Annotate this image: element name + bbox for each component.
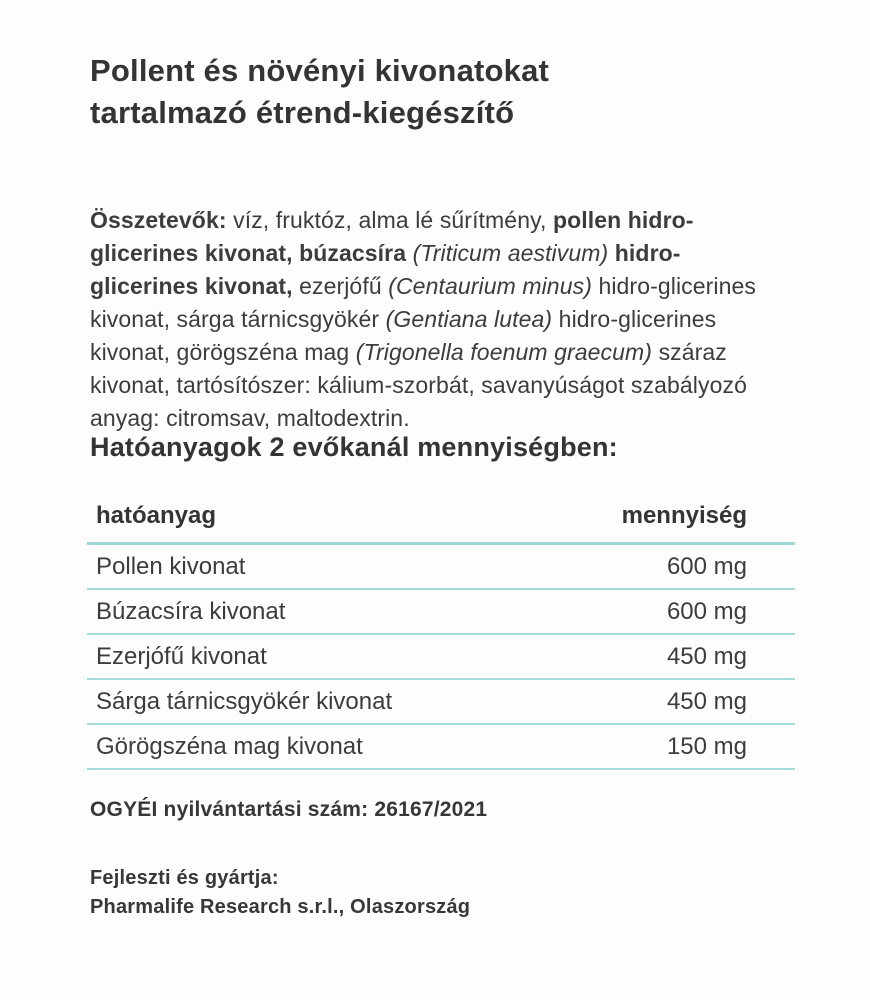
actives-table xyxy=(87,503,795,770)
ingredient-name: Görögszéna mag kivonat xyxy=(96,732,363,760)
manufacturer-label: Fejleszti és gyártja: xyxy=(90,867,279,889)
table-header-row xyxy=(87,503,795,545)
ingredient-name: Pollen kivonat xyxy=(96,552,246,580)
ingredients-segment: pollen hidro-glicerines kivonat, búzacsíra xyxy=(90,207,694,266)
ingredients-label: Összetevők: xyxy=(90,207,234,233)
ingredient-name: Ezerjófű kivonat xyxy=(96,642,267,670)
ingredient-name: Sárga tárnicsgyökér kivonat xyxy=(96,687,393,715)
registration-number: OGYÉI nyilvántartási szám: 26167/2021 xyxy=(90,798,488,821)
column-header-amount: mennyiség xyxy=(621,502,747,529)
ingredients-segment: víz, fruktóz, alma lé sűrítmény, xyxy=(233,207,553,233)
actives-heading: Hatóanyagok 2 evőkanál mennyiségben: xyxy=(90,432,618,462)
table-row xyxy=(87,545,795,590)
ingredient-amount: 600 mg xyxy=(666,597,747,625)
ingredient-amount: 450 mg xyxy=(666,642,747,670)
table-row xyxy=(87,635,795,680)
table-row xyxy=(87,590,795,635)
manufacturer-name: Pharmalife Research s.r.l., Olaszország xyxy=(90,896,471,918)
ingredients-paragraph xyxy=(90,204,782,435)
ingredients-segment: száraz kivonat, tartósítószer: kálium-szorbát, savanyúságot szabályozó anyag: citromsav, maltodextrin. xyxy=(90,339,747,431)
latin-name: (Trigonella foenum graecum) xyxy=(355,339,653,365)
latin-name: (Triticum aestivum) xyxy=(412,240,615,266)
table-row xyxy=(87,680,795,725)
ingredients-segment: ezerjófű xyxy=(292,273,389,299)
column-header-ingredient: hatóanyag xyxy=(96,502,217,529)
ingredients-segment: hidro-glicerines kivonat, sárga tárnicsgyökér xyxy=(90,273,757,332)
product-title: Pollent és növényi kivonatokat tartalmazó étrend-kiegészítő xyxy=(90,53,550,130)
ingredient-amount: 150 mg xyxy=(666,732,747,760)
table-row xyxy=(87,725,795,770)
ingredients-segment: hidro-glicerines kivonat, görögszéna mag xyxy=(90,306,717,365)
ingredient-amount: 600 mg xyxy=(666,552,747,580)
manufacturer-info xyxy=(90,864,470,922)
latin-name: (Centaurium minus) xyxy=(388,273,592,299)
ingredient-name: Búzacsíra kivonat xyxy=(96,597,286,625)
ingredient-amount: 450 mg xyxy=(666,687,747,715)
latin-name: (Gentiana lutea) xyxy=(385,306,553,332)
ingredients-segment: hidro-glicerines kivonat, xyxy=(90,240,681,299)
